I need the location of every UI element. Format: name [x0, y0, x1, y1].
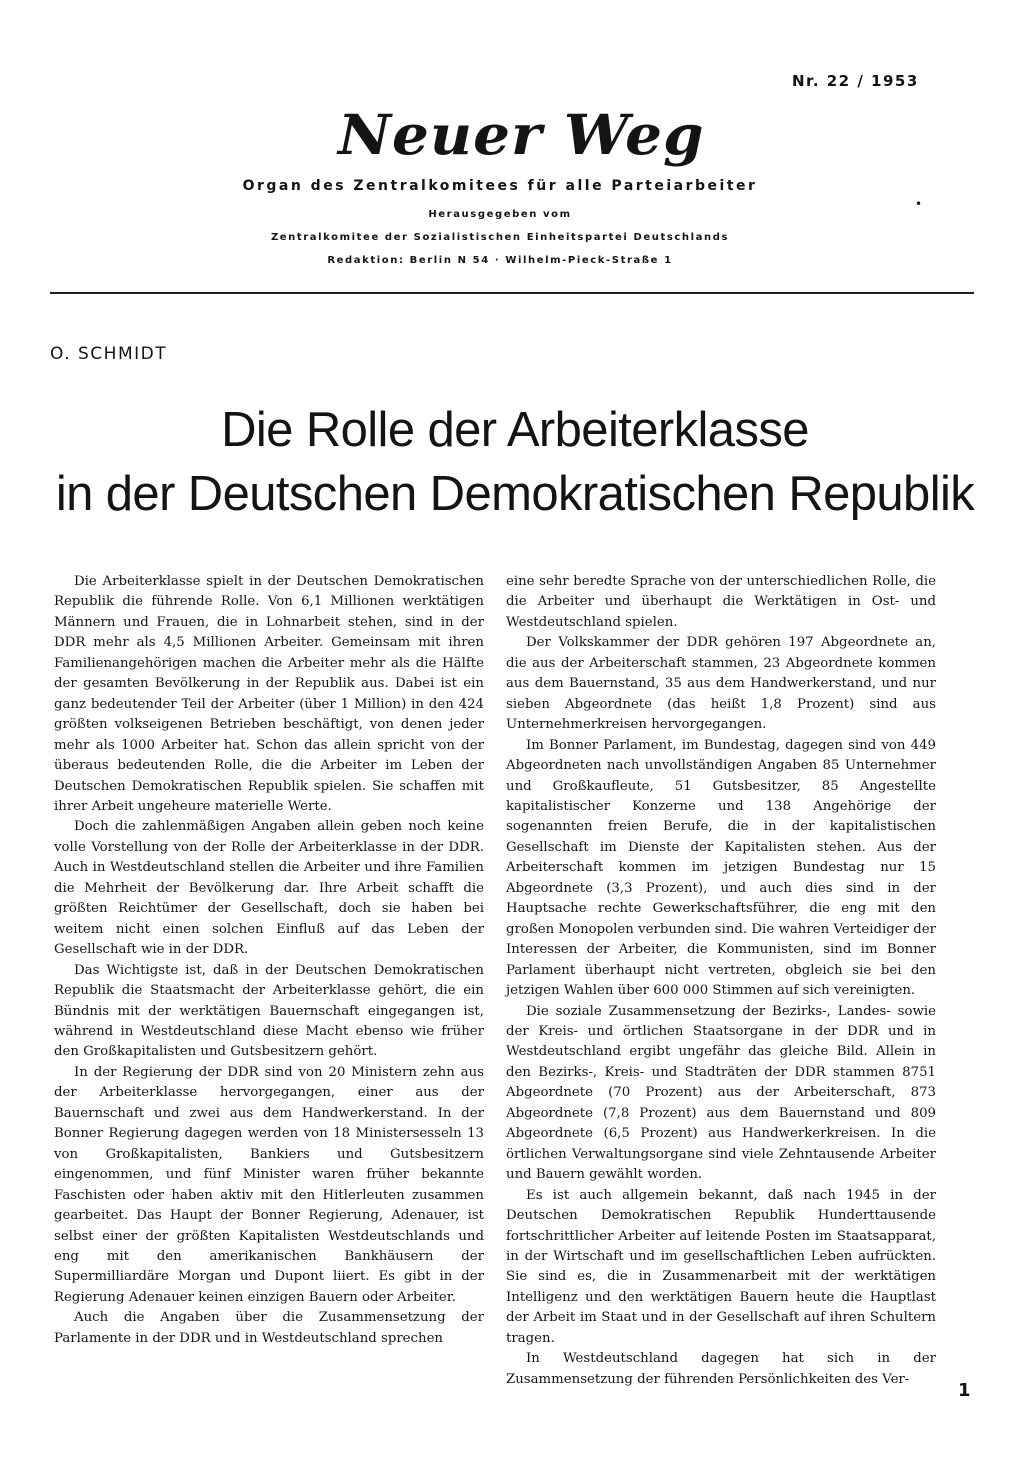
left-column	[54, 572, 484, 1349]
newspaper-logo: Neuer Weg	[338, 102, 705, 168]
paragraph: eine sehr beredte Sprache von der unterschiedlichen Rolle, die die Arbeiter und überhaupt die Werktätigen in Ost- und Westdeutschland spielen.	[506, 574, 936, 630]
paragraph: In der Regierung der DDR sind von 20 Ministern zehn aus der Arbeiterklasse hervorgegangen, einer aus der Bauernschaft und zwei aus dem Handwerkerstand. In der Bonner Regierung dagegen werden von 18 Ministersesseln 13 von Großkapitalisten, Bankiers und Gutsbesitzern eingenommen, und fünf Minister waren früher bekannte Faschisten oder haben aktiv mit den Hitlerleuten zusammen gearbeitet. Das Haupt der Bonner Regierung, Adenauer, ist selbst einer der größten Kapitalisten Westdeutschlands und eng mit den amerikanischen Bankhäusern der Supermilliardäre Morgan und Dupont liiert. Es gibt in der Regierung Adenauer keinen einzigen Bauern oder Arbeiter.	[54, 1064, 484, 1305]
title-line-2: in der Deutschen Demokratischen Republik	[55, 467, 975, 521]
article-title	[40, 398, 990, 526]
header-divider	[50, 292, 974, 294]
ink-mark-icon: •	[915, 197, 923, 211]
issue-number: Nr. 22 / 1953	[792, 72, 919, 90]
paragraph: Im Bonner Parlament, im Bundestag, dagegen sind von 449 Abgeordneten nach unvollständigen Angaben 85 Unternehmer und Großkaufleute, 51 Gutsbesitzer, 85 Angestellte kapitalistischer Konzerne und 138 Angehörige der sogenannten freien Berufe, die in der kapitalistischen Gesellschaft im Dienste der Kapitalisten stehen. Aus der Arbeiterschaft kommen im jetzigen Bundestag nur 15 Abgeordnete (3,3 Prozent), und auch dies sind in der Hauptsache rechte Gewerkschaftsführer, die eng mit den großen Monopolen verbunden sind. Die wahren Verteidiger der Interessen der Arbeiter, die Kommunisten, sind im Bonner Parlament überhaupt nicht vertreten, obgleich sie bei den jetzigen Wahlen über 600 000 Stimmen auf sich vereinigten.	[506, 737, 936, 999]
right-column	[506, 572, 936, 1390]
article-author: O. SCHMIDT	[50, 344, 168, 364]
paragraph: In Westdeutschland dagegen hat sich in der Zusammensetzung der führenden Persönlichkeiten des Ver-	[506, 1351, 936, 1387]
editorial-address: Redaktion: Berlin N 54 · Wilhelm-Pieck-Straße 1	[327, 255, 673, 266]
title-line-1: Die Rolle der Arbeiterklasse	[221, 403, 809, 457]
paragraph: Doch die zahlenmäßigen Angaben allein geben noch keine volle Vorstellung von der Rolle der Arbeiterklasse in der DDR. Auch in Westdeutschland stellen die Arbeiter und ihre Familien die Mehrheit der Bevölkerung dar. Ihre Arbeit schafft die größten Reichtümer der Gesellschaft, doch sie haben bei weitem nicht einen solchen Einfluß auf das Leben der Gesellschaft wie in der DDR.	[54, 819, 484, 958]
paragraph: Die soziale Zusammensetzung der Bezirks-, Landes- sowie der Kreis- und örtlichen Staatsorgane in der DDR und in Westdeutschland ergibt ungefähr das gleiche Bild. Allein in den Bezirks-, Kreis- und Stadträten der DDR stammen 8751 Abgeordnete (70 Prozent) aus der Arbeiterschaft, 873 Abgeordnete (7,8 Prozent) aus dem Bauernstand und 809 Abgeordnete (6,5 Prozent) aus Handwerkerkreisen. In die örtlichen Verwaltungsorgane sind viele Zehntausende Arbeiter und Bauern gewählt worden.	[506, 1003, 936, 1183]
published-by: Herausgegeben vom	[428, 209, 572, 220]
paragraph: Der Volkskammer der DDR gehören 197 Abgeordnete an, die aus der Arbeiterschaft stammen, 23 Abgeordnete kommen aus dem Bauernstand, 35 aus dem Handwerkerstand, und nur sieben Abgeordnete (das heißt 1,8 Prozent) sind aus Unternehmerkreisen hervorgegangen.	[506, 635, 936, 733]
page-number: 1	[958, 1380, 971, 1401]
paragraph: Auch die Angaben über die Zusammensetzung der Parlamente in der DDR und in Westdeutschland sprechen	[54, 1310, 484, 1346]
committee-name: Zentralkomitee der Sozialistischen Einheitspartei Deutschlands	[270, 232, 730, 243]
paragraph: Es ist auch allgemein bekannt, daß nach 1945 in der Deutschen Demokratischen Republik Hunderttausende fortschrittlicher Arbeiter auf leitende Posten im Staatsapparat, in der Wirtschaft und im gesellschaftlichen Leben aufrückten. Sie sind es, die in Zusammenarbeit mit der werktätigen Intelligenz und den werktätigen Bauern heute die Hauptlast der Arbeit im Staat und in der Gesellschaft auf ihren Schultern tragen.	[506, 1187, 936, 1346]
paragraph: Die Arbeiterklasse spielt in der Deutschen Demokratischen Republik die führende Rolle. Von 6,1 Millionen werktätigen Männern und Frauen, die in Lohnarbeit stehen, sind in der DDR mehr als 4,5 Millionen Arbeiter. Gemeinsam mit ihren Familienangehörigen machen die Arbeiter mehr als die Hälfte der gesamten Bevölkerung in der Republik aus. Dabei ist ein ganz bedeutender Teil der Arbeiter (über 1 Million) in den 424 größten volkseigenen Betrieben beschäftigt, von denen jeder mehr als 1000 Arbeiter hat. Schon das allein spricht von der überaus bedeutenden Rolle, die die Arbeiter im Leben der Deutschen Demokratischen Republik spielen. Sie schaffen mit ihrer Arbeit ungeheure materielle Werte.	[54, 574, 484, 814]
organ-subtitle: Organ des Zentralkomitees für alle Parteiarbeiter	[242, 178, 758, 194]
paragraph: Das Wichtigste ist, daß in der Deutschen Demokratischen Republik die Staatsmacht der Arbeiterklasse gehört, die ein Bündnis mit der werktätigen Bauernschaft eingegangen ist, während in Westdeutschland diese Macht ebenso wie früher den Großkapitalisten und Gutsbesitzern gehört.	[54, 962, 484, 1060]
